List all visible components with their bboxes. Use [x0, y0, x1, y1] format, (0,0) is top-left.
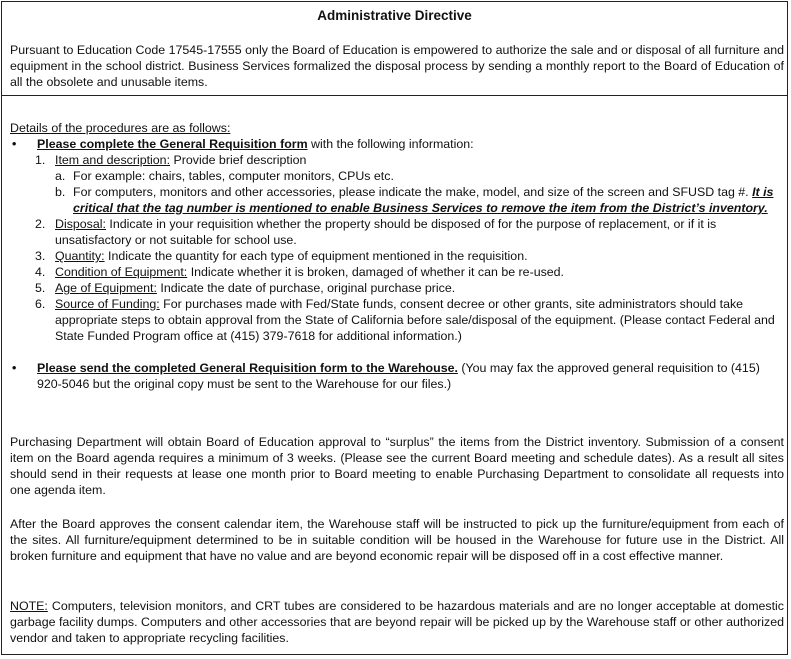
step-item — [35, 264, 784, 280]
step-text: For purchases made with Fed/State funds, consent decree or other grants, site administrators should take appropriate steps to obtain approval from the State of California before sale/disposal of the equipment. (Please contact Federal and State Funded Program office at (415) 379-7618 for additional information.) — [55, 297, 775, 343]
bullet-icon: • — [12, 137, 17, 151]
bullet-icon: • — [12, 361, 17, 375]
bullet1-title: Please complete the General Requisition form — [37, 137, 308, 151]
step-text: Provide brief description — [170, 153, 307, 167]
bullet2-title: Please send the completed General Requisition form to the Warehouse. — [37, 361, 458, 375]
procedures-section — [10, 120, 784, 392]
board-paragraph: After the Board approves the consent calendar item, the Warehouse staff will be instructed to pick up the furniture/equipment from each of the sites. All furniture/equipment determined to be in suitable condition will be housed in the Warehouse for future use in the District. All broken furniture and equipment that have no value and are beyond economic repair will be disposed off in a cost effective manner. — [10, 517, 784, 563]
step-text: Indicate the quantity for each type of equipment mentioned in the requisition. — [104, 249, 528, 263]
step-label: Source of Funding: — [55, 297, 160, 311]
bullet2-text: (You may fax the approved general requisition to (415) 920-5046 but the original copy must be sent to the Warehouse for our files.) — [37, 361, 760, 391]
bullet1-text: with the following information: — [307, 137, 474, 151]
note-text: Computers, television monitors, and CRT tubes are considered to be hazardous materials and are no longer acceptable at domestic garbage facility dumps. Computers and other accessories that are beyond repair will be picked up by the Warehouse staff or other authorized vendor and taken to appropriate recycling facilities. — [10, 599, 784, 645]
step-item — [35, 152, 784, 216]
step-label: Condition of Equipment: — [55, 265, 188, 279]
sub-item-a — [55, 168, 784, 184]
step-item — [35, 216, 784, 248]
procedure-steps — [10, 152, 784, 344]
step-number: 4. — [35, 265, 46, 279]
purchasing-paragraph: Purchasing Department will obtain Board of Education approval to “surplus” the items from the District inventory. Submission of a consent item on the Board agenda requires a minimum of 3 weeks. (Please see the current Board meeting and schedule dates). As a result all sites should send in their requests at lease one month prior to Board meeting to enable Purchasing Department to consolidate all requests into one agenda item. — [10, 435, 784, 497]
step-text: Indicate the date of purchase, original purchase price. — [156, 281, 456, 295]
bullet-send-form — [10, 360, 784, 392]
document-title: Administrative Directive — [317, 8, 472, 23]
step-number: 6. — [35, 297, 46, 311]
procedures-header: Details of the procedures are as follows: — [10, 121, 231, 135]
step-item — [35, 280, 784, 296]
step-item — [35, 248, 784, 264]
step-text: Indicate whether it is broken, damaged of whether it can be re-used. — [187, 265, 565, 279]
step-label: Age of Equipment: — [55, 281, 157, 295]
section-divider — [2, 95, 787, 96]
sub-item-b — [55, 184, 784, 216]
step-label: Disposal: — [55, 217, 106, 231]
step-label: Item and description: — [55, 153, 171, 167]
sub-a-text: For example: chairs, tables, computer monitors, CPUs etc. — [73, 169, 394, 183]
step-label: Quantity: — [55, 249, 105, 263]
sub-letter: a. — [55, 169, 66, 183]
step-number: 3. — [35, 249, 46, 263]
critical-notice: It is critical that the tag number is mentioned to enable Business Services to remove the item from the District’s inventory. — [73, 185, 774, 215]
intro-paragraph: Pursuant to Education Code 17545-17555 only the Board of Education is empowered to authorize the sale and or disposal of all furniture and equipment in the school district. Business Services formalized the disposal process by sending a monthly report to the Board of Education of all the obsolete and unusable items. — [10, 43, 784, 89]
note-paragraph — [10, 598, 784, 646]
sub-letter: b. — [55, 185, 66, 199]
step-number: 5. — [35, 281, 46, 295]
sub-b-text: For computers, monitors and other accessories, please indicate the make, model, and size of the screen and SFUSD tag #. — [73, 185, 753, 199]
step-number: 2. — [35, 217, 46, 231]
bullet-complete-form — [10, 136, 784, 152]
step-text: Indicate in your requisition whether the property should be disposed of for the purpose of replacement, or if it is unsatisfactory or not suitable for school use. — [55, 217, 717, 247]
note-label: NOTE: — [10, 599, 48, 613]
step-item — [35, 296, 784, 344]
directive-page — [1, 1, 788, 655]
step-number: 1. — [35, 153, 46, 167]
